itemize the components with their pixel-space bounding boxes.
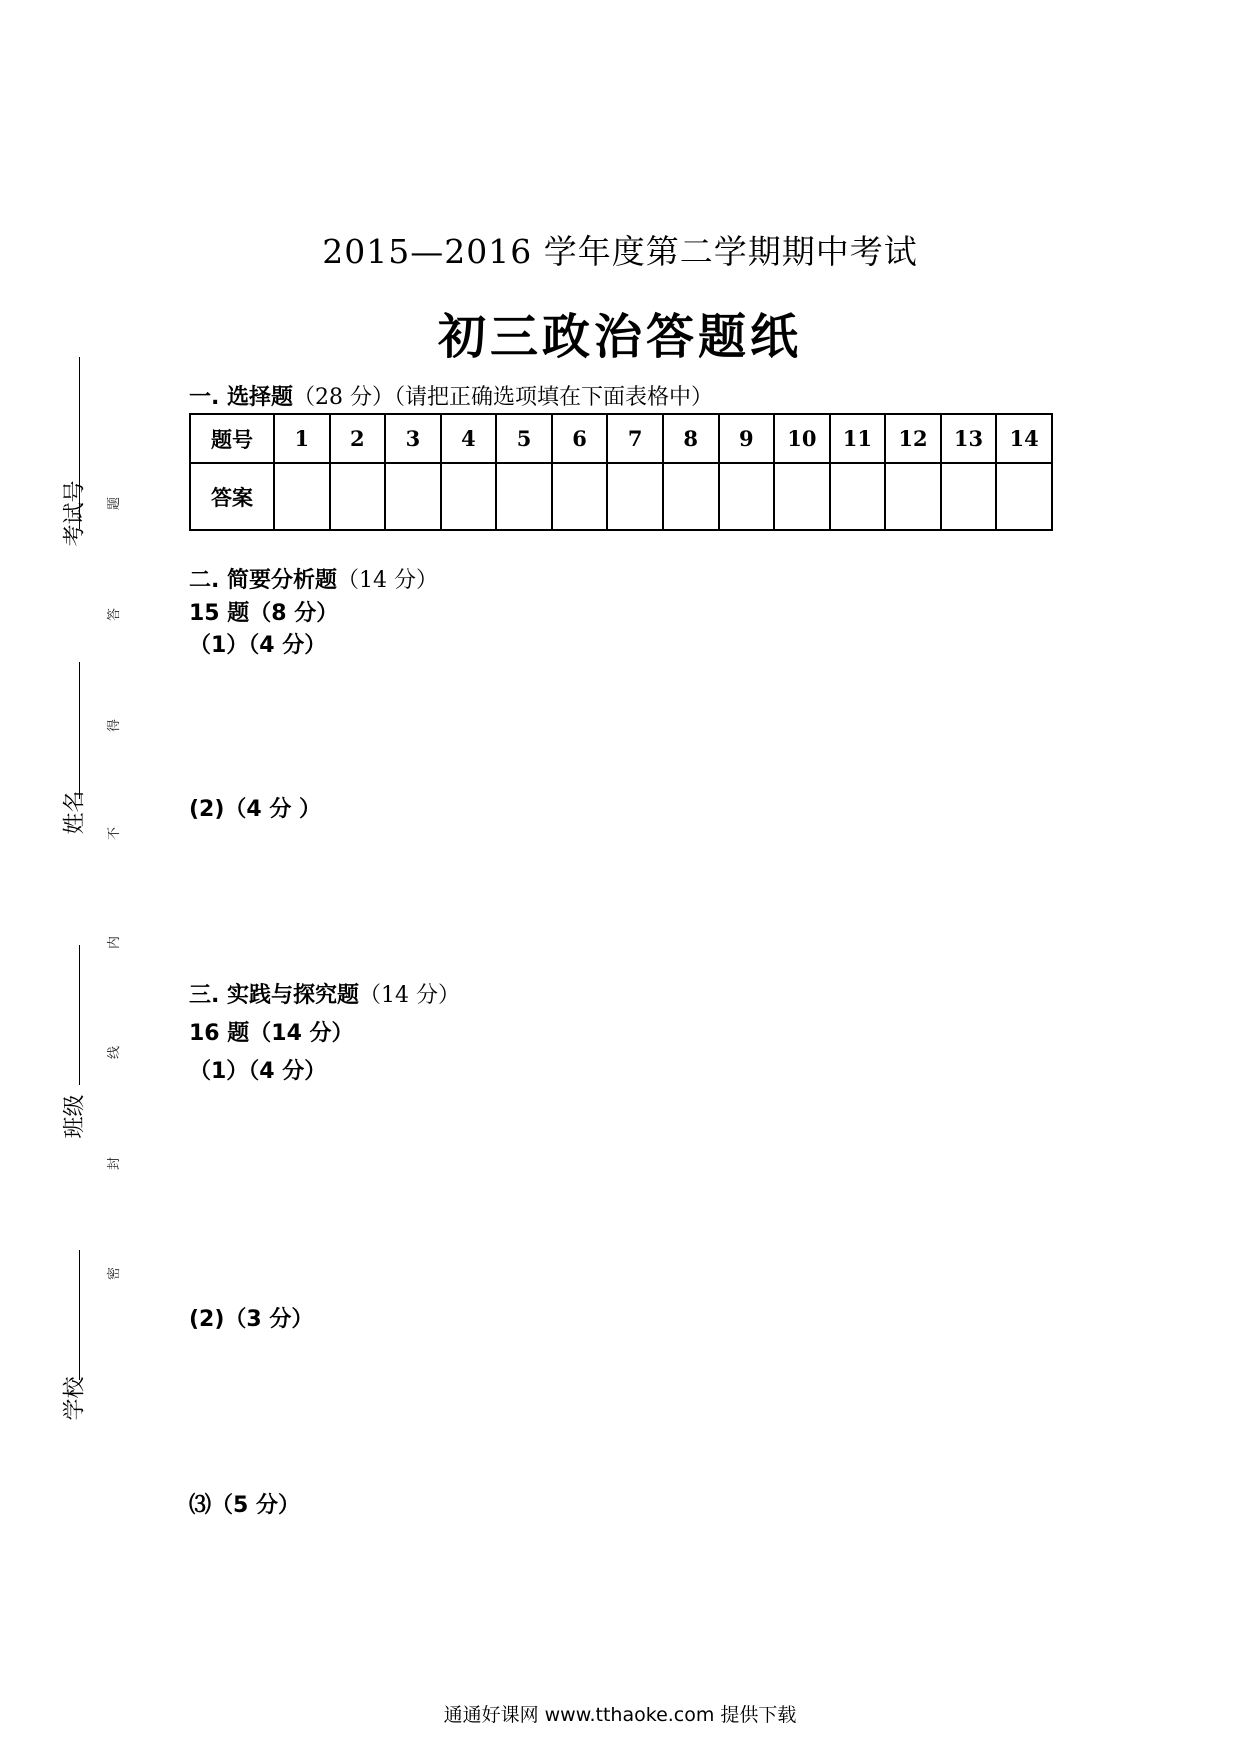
section1-heading-rest: （28 分）（请把正确选项填在下面表格中） xyxy=(293,385,714,410)
question-15-heading: 15 题（8 分） xyxy=(189,601,339,626)
question-16-part2: (2)（3 分） xyxy=(189,1307,314,1332)
answer-cell[interactable] xyxy=(385,463,441,530)
answer-cell[interactable] xyxy=(830,463,886,530)
answer-label: 答案 xyxy=(190,463,274,530)
answer-cell[interactable] xyxy=(607,463,663,530)
answer-table-answer-row xyxy=(190,463,1052,530)
school-line xyxy=(79,1250,80,1380)
exam-title: 2015—2016 学年度第二学期期中考试 xyxy=(322,232,918,271)
seal-line-char: 线 xyxy=(107,1045,123,1060)
document-title: 初三政治答题纸 xyxy=(437,309,802,365)
question-number-cell: 13 xyxy=(941,414,997,463)
section2-heading-rest: （14 分） xyxy=(337,568,439,593)
question-number-cell: 14 xyxy=(996,414,1052,463)
answer-cell[interactable] xyxy=(996,463,1052,530)
question-number-cell: 9 xyxy=(719,414,775,463)
question-number-cell: 7 xyxy=(607,414,663,463)
question-number-label: 题号 xyxy=(190,414,274,463)
class-line xyxy=(79,945,80,1085)
question-number-cell: 12 xyxy=(885,414,941,463)
answer-cell[interactable] xyxy=(941,463,997,530)
section3-heading-bold: 三. 实践与探究题 xyxy=(189,983,360,1008)
section2-heading xyxy=(189,563,438,594)
name-label: 姓名 xyxy=(62,790,88,835)
seal-line-char: 内 xyxy=(107,935,123,950)
section1-heading-bold: 一. 选择题 xyxy=(189,385,294,410)
question-number-cell: 8 xyxy=(663,414,719,463)
answer-cell[interactable] xyxy=(441,463,497,530)
question-15-part2: (2)（4 分 ） xyxy=(189,797,322,822)
question-number-cell: 10 xyxy=(774,414,830,463)
question-number-cell: 5 xyxy=(496,414,552,463)
question-number-cell: 2 xyxy=(330,414,386,463)
question-number-cell: 1 xyxy=(274,414,330,463)
answer-cell[interactable] xyxy=(774,463,830,530)
seal-line-char: 答 xyxy=(107,607,123,622)
question-number-cell: 3 xyxy=(385,414,441,463)
name-line xyxy=(79,662,80,799)
seal-line-char: 封 xyxy=(107,1156,123,1171)
answer-cell[interactable] xyxy=(330,463,386,530)
answer-cell[interactable] xyxy=(274,463,330,530)
section2-heading-bold: 二. 简要分析题 xyxy=(189,568,338,593)
exam-number-label: 考试号 xyxy=(62,480,88,547)
question-15-part1: （1）（4 分） xyxy=(189,633,327,658)
question-number-cell: 11 xyxy=(830,414,886,463)
question-16-heading: 16 题（14 分） xyxy=(189,1021,354,1046)
class-label: 班级 xyxy=(62,1094,88,1139)
seal-line-char: 得 xyxy=(107,718,123,733)
question-number-cell: 4 xyxy=(441,414,497,463)
answer-cell[interactable] xyxy=(885,463,941,530)
seal-line-char: 题 xyxy=(107,496,123,511)
question-number-cell: 6 xyxy=(552,414,608,463)
seal-line-char: 密 xyxy=(107,1266,123,1281)
answer-cell[interactable] xyxy=(552,463,608,530)
answer-table-number-row xyxy=(190,414,1052,463)
school-label: 学校 xyxy=(62,1376,88,1421)
answer-table xyxy=(189,413,1053,531)
section3-heading xyxy=(189,978,460,1009)
footer-credit: 通通好课网 www.tthaoke.com 提供下载 xyxy=(443,1704,797,1726)
answer-cell[interactable] xyxy=(719,463,775,530)
question-16-part1: （1）（4 分） xyxy=(189,1059,327,1084)
section3-heading-rest: （14 分） xyxy=(359,983,461,1008)
seal-line-char: 不 xyxy=(107,826,123,841)
answer-cell[interactable] xyxy=(663,463,719,530)
question-16-part3: ⑶（5 分） xyxy=(189,1493,300,1518)
answer-cell[interactable] xyxy=(496,463,552,530)
section1-heading xyxy=(189,380,713,411)
